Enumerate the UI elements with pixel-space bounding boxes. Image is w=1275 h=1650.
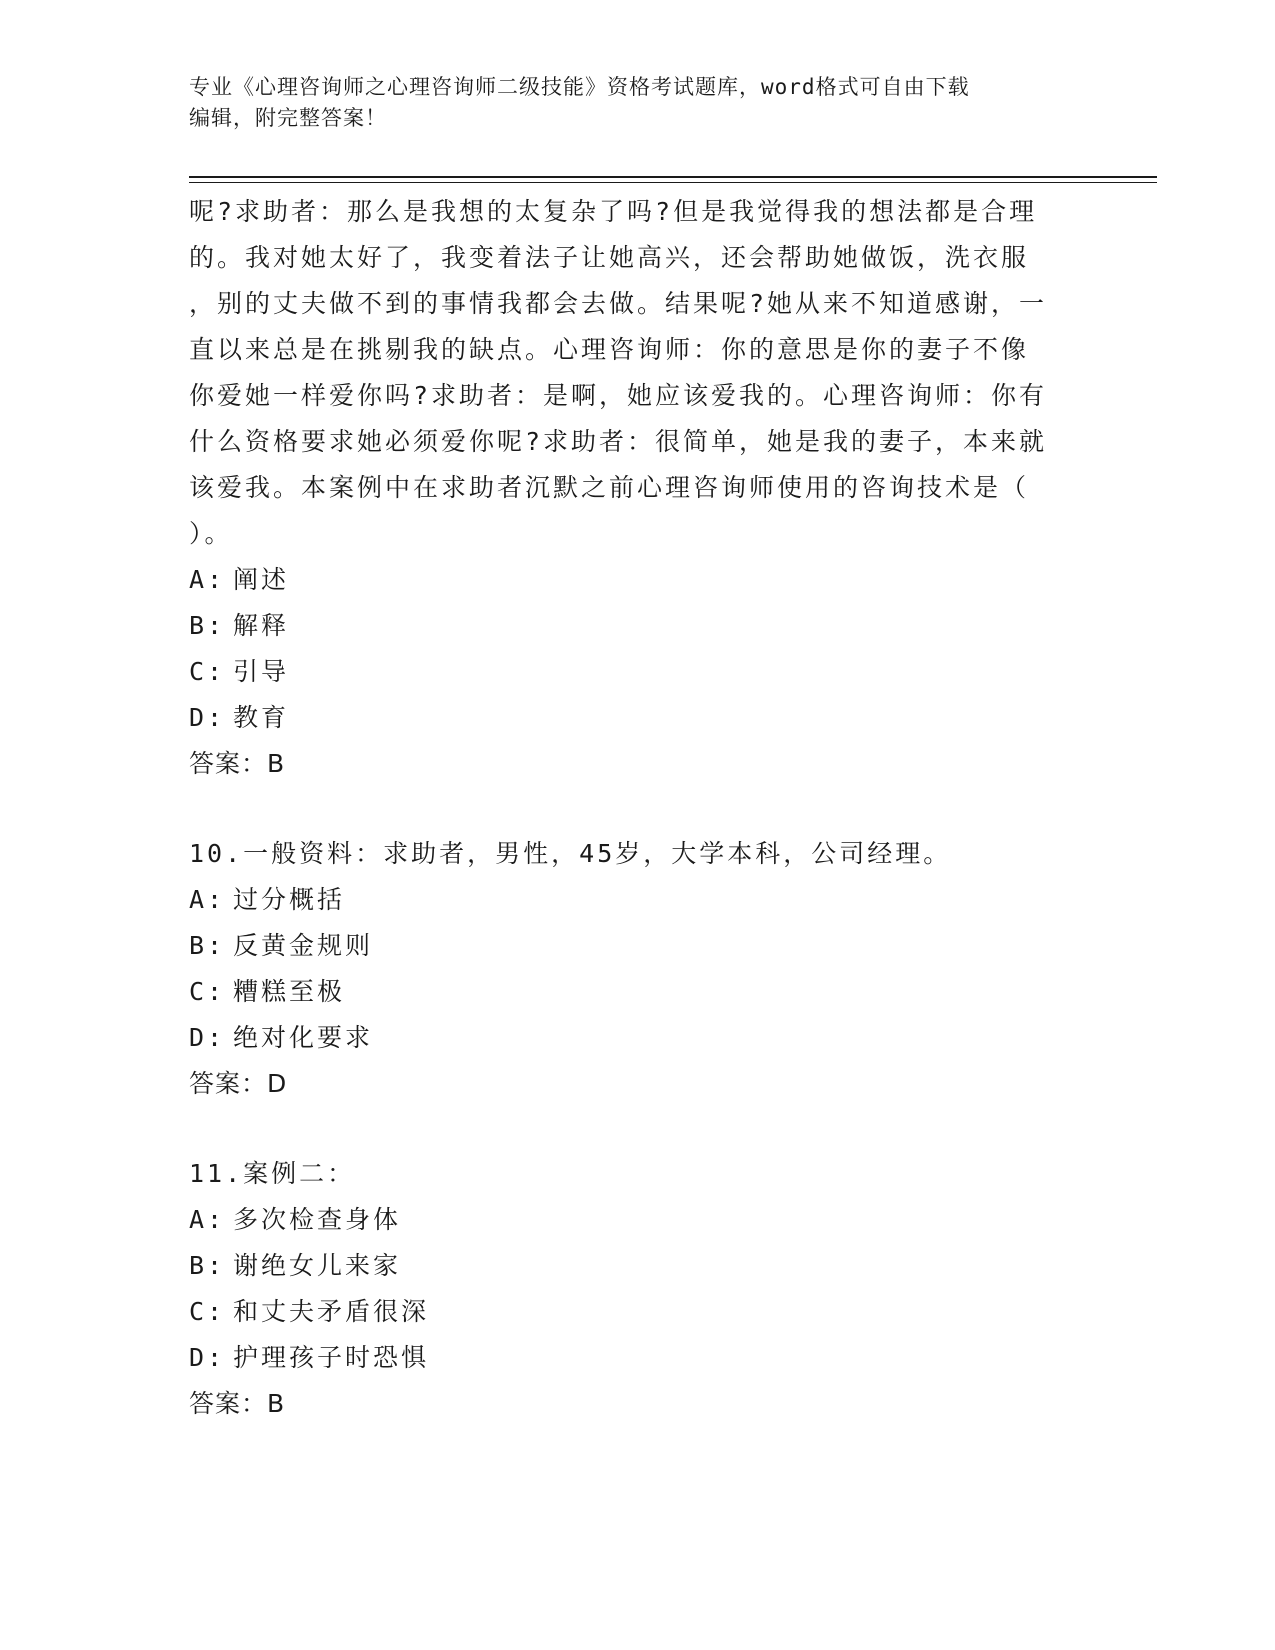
question-text-line: 该爱我。本案例中在求助者沉默之前心理咨询师使用的咨询技术是（: [189, 473, 1030, 502]
answer-line: 答案：B: [189, 749, 286, 778]
option-text: 糟糕至极: [233, 977, 346, 1006]
question-text-line: 什么资格要求她必须爱你呢?求助者：很简单，她是我的妻子，本来就: [189, 427, 1048, 456]
option-letter: D:: [189, 1023, 226, 1052]
question-title: 11.案例二：: [189, 1159, 356, 1188]
option-letter: A:: [189, 1205, 226, 1234]
option-letter: A:: [189, 885, 226, 914]
option-c: [189, 649, 1079, 695]
option-b: [189, 923, 1079, 969]
option-letter: C:: [189, 977, 226, 1006]
option-text: 和丈夫矛盾很深: [233, 1297, 430, 1326]
option-text: 多次检查身体: [233, 1205, 402, 1234]
option-text: 教育: [233, 703, 290, 732]
option-letter: C:: [189, 1297, 226, 1326]
option-text: 引导: [233, 657, 290, 686]
option-b: [189, 603, 1079, 649]
header-line-2: 编辑，附完整答案！: [189, 106, 387, 130]
question-text-line: 你爱她一样爱你吗?求助者：是啊，她应该爱我的。心理咨询师：你有: [189, 381, 1048, 410]
option-b: [189, 1243, 1079, 1289]
option-letter: D:: [189, 703, 226, 732]
answer-line: 答案：D: [189, 1069, 288, 1098]
option-a: [189, 1197, 1079, 1243]
header-rule-thick: [189, 176, 1157, 178]
option-d: [189, 1015, 1079, 1061]
option-text: 谢绝女儿来家: [233, 1251, 402, 1280]
option-d: [189, 695, 1079, 741]
option-letter: B:: [189, 1251, 226, 1280]
question-10: [189, 831, 1079, 1107]
option-letter: B:: [189, 611, 226, 640]
option-c: [189, 1289, 1079, 1335]
document-body: [189, 189, 1079, 1427]
question-9: [189, 189, 1079, 787]
option-text: 护理孩子时恐惧: [233, 1343, 430, 1372]
answer-line: 答案：B: [189, 1389, 286, 1418]
question-text-line: ，别的丈夫做不到的事情我都会去做。结果呢?她从来不知道感谢，一: [189, 289, 1048, 318]
question-text-line: 直以来总是在挑剔我的缺点。心理咨询师：你的意思是你的妻子不像: [189, 335, 1030, 364]
option-text: 过分概括: [233, 885, 346, 914]
option-letter: C:: [189, 657, 226, 686]
question-text-line: ）。: [189, 519, 233, 548]
question-text-line: 的。我对她太好了，我变着法子让她高兴，还会帮助她做饭，洗衣服: [189, 243, 1030, 272]
option-letter: D:: [189, 1343, 226, 1372]
option-d: [189, 1335, 1079, 1381]
option-text: 绝对化要求: [233, 1023, 374, 1052]
option-c: [189, 969, 1079, 1015]
spacer: [189, 787, 1079, 831]
question-title: 10.一般资料：求助者，男性，45岁，大学本科，公司经理。: [189, 839, 952, 868]
question-text-line: 呢?求助者：那么是我想的太复杂了吗?但是我觉得我的想法都是合理: [189, 197, 1038, 226]
spacer: [189, 1107, 1079, 1151]
option-a: [189, 877, 1079, 923]
document-header: [189, 72, 1069, 134]
option-text: 反黄金规则: [233, 931, 374, 960]
question-11: [189, 1151, 1079, 1427]
option-text: 阐述: [233, 565, 290, 594]
option-a: [189, 557, 1079, 603]
header-rule-thin: [189, 182, 1157, 183]
header-line-1: 专业《心理咨询师之心理咨询师二级技能》资格考试题库，word格式可自由下载: [189, 75, 970, 99]
option-text: 解释: [233, 611, 290, 640]
option-letter: A:: [189, 565, 226, 594]
option-letter: B:: [189, 931, 226, 960]
